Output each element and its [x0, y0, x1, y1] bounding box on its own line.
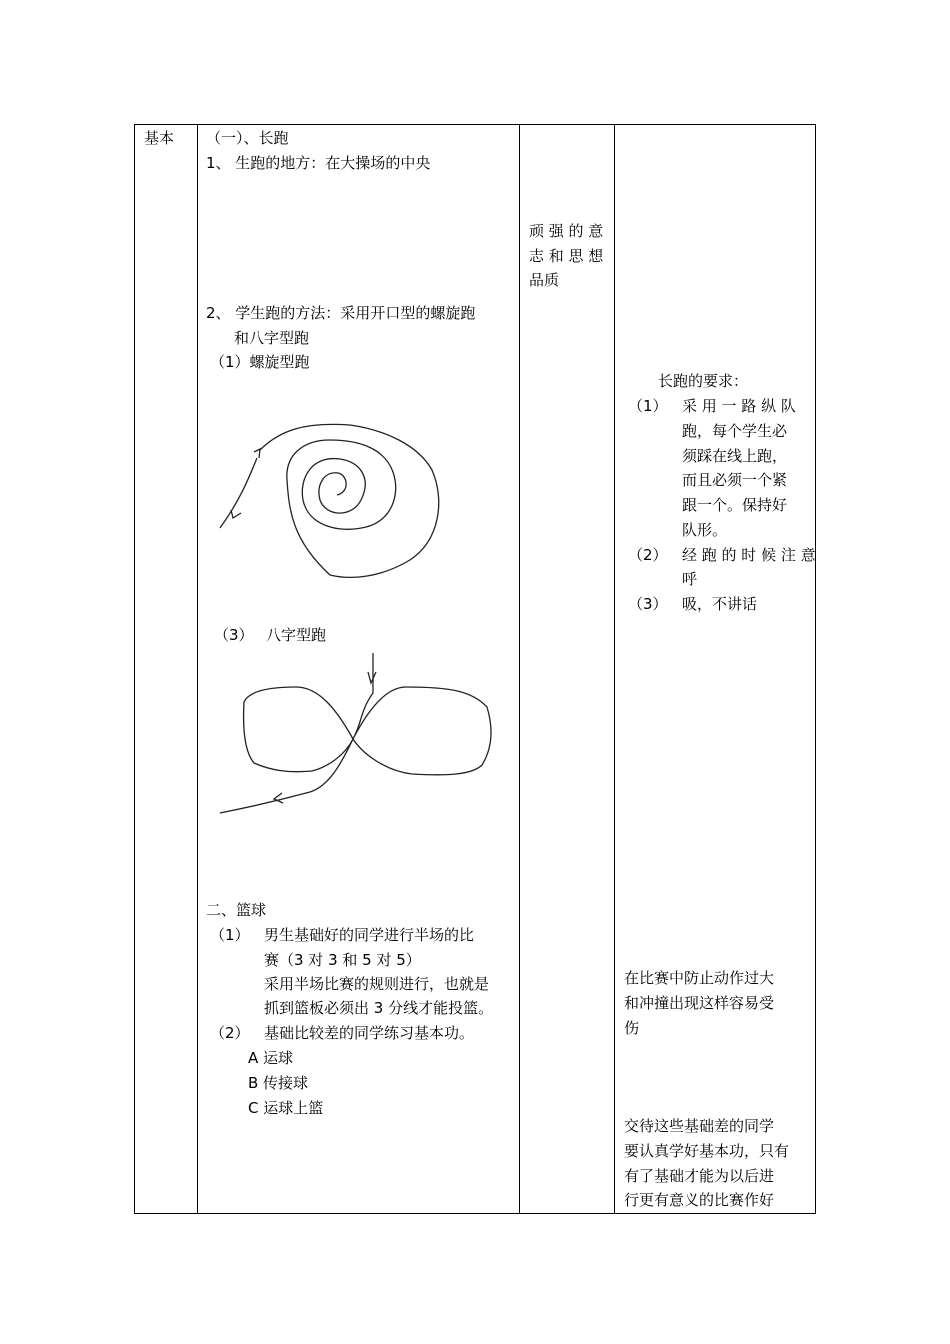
practice-note-line4: 行更有意义的比赛作好 — [624, 1191, 775, 1209]
basketball-item1-line2: 赛（3 对 3 和 5 对 5） — [264, 951, 421, 969]
safety-note-line1: 在比赛中防止动作过大 — [624, 969, 775, 987]
practice-note-line2: 要认真学好基本功，只有 — [624, 1142, 790, 1160]
long-run-heading: （一）、长跑 — [206, 129, 289, 147]
basketball-item1-number: （1） — [210, 926, 250, 944]
requirements-title: 长跑的要求： — [658, 372, 749, 390]
requirement1-line5: 跟一个。保持好 — [682, 496, 788, 514]
run-method-line2: 和八字型跑 — [234, 329, 310, 347]
requirement1-line6: 队形。 — [682, 521, 728, 539]
figure-eight-run-diagram — [210, 645, 510, 825]
requirement2-number: （2） — [628, 546, 668, 564]
requirement1-line2: 跑，每个学生必 — [682, 422, 788, 440]
basketball-item1-line1: 男生基础好的同学进行半场的比 — [264, 926, 475, 944]
spiral-run-diagram — [200, 400, 460, 590]
column-divider-3 — [614, 124, 615, 1214]
run-method-line1: 2、 学生跑的方法：采用开口型的螺旋跑 — [206, 304, 476, 322]
requirement2-line1: 经 跑 的 时 候 注 意 — [682, 546, 816, 564]
requirement2-line2: 呼 — [682, 570, 698, 588]
practice-note-line1: 交待这些基础差的同学 — [624, 1117, 775, 1135]
run-location: 1、 生跑的地方：在大操场的中央 — [206, 154, 431, 172]
requirement3-line1: 吸，不讲话 — [682, 595, 758, 613]
basketball-item1-line3: 采用半场比赛的规则进行，也就是 — [264, 975, 490, 993]
requirement1-number: （1） — [628, 397, 668, 415]
requirement3-number: （3） — [628, 595, 668, 613]
quality-line1: 顽 强 的 意 — [529, 222, 604, 240]
safety-note-line2: 和冲撞出现这样容易受 — [624, 994, 775, 1012]
column-divider-2 — [519, 124, 520, 1214]
practice-note-line3: 有了基础才能为以后进 — [624, 1167, 775, 1185]
section-label: 基本 — [144, 129, 175, 147]
figure-eight-label: 八字型跑 — [266, 626, 327, 644]
quality-line3: 品质 — [529, 271, 560, 289]
spiral-run-label: （1）螺旋型跑 — [210, 353, 310, 371]
basketball-item2-line1: 基础比较差的同学练习基本功。 — [264, 1024, 475, 1042]
quality-line2: 志 和 思 想 — [529, 247, 604, 265]
requirement1-line1: 采 用 一 路 纵 队 — [682, 397, 796, 415]
requirement1-line4: 而且必须一个紧 — [682, 471, 788, 489]
basketball-item2-number: （2） — [210, 1024, 250, 1042]
requirement1-line3: 须踩在线上跑， — [682, 447, 788, 465]
figure-eight-number: （3） — [214, 626, 254, 644]
basketball-skill-b: B 传接球 — [248, 1074, 309, 1092]
safety-note-line3: 伤 — [624, 1019, 640, 1037]
basketball-skill-a: A 运球 — [248, 1049, 294, 1067]
column-divider-1 — [197, 124, 198, 1214]
basketball-heading: 二、篮球 — [206, 901, 267, 919]
basketball-item1-line4: 抓到篮板必须出 3 分线才能投篮。 — [264, 999, 494, 1017]
basketball-skill-c: C 运球上篮 — [248, 1099, 324, 1117]
